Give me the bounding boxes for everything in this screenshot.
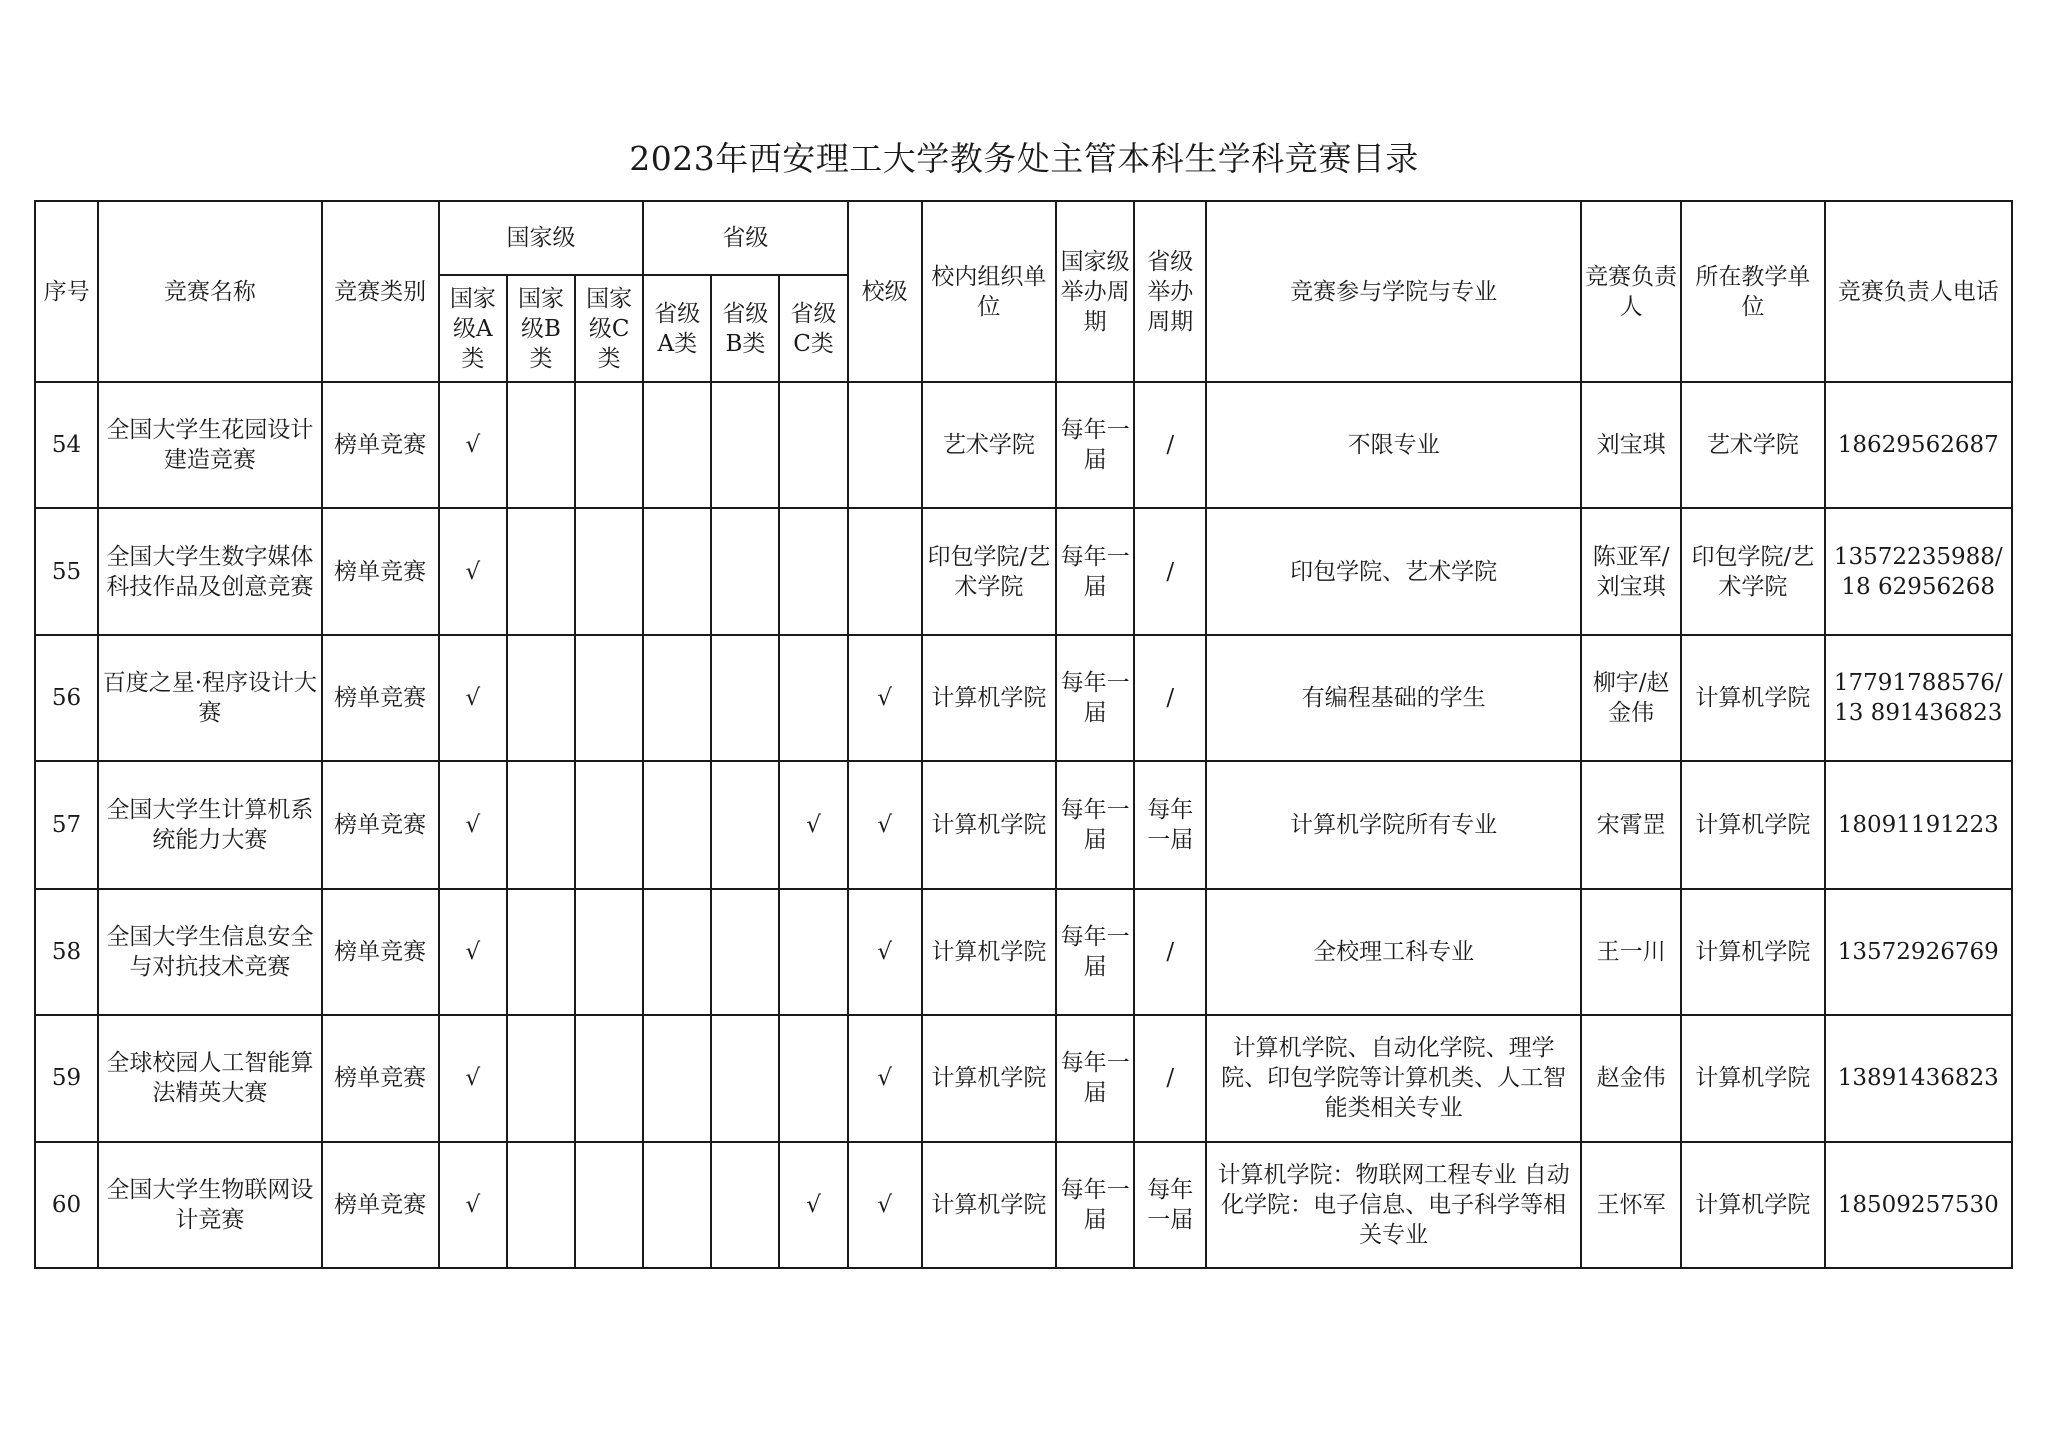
cell-national-a: √ xyxy=(439,1142,507,1268)
cell-teaching-unit: 计算机学院 xyxy=(1681,1015,1824,1142)
cell-school: √ xyxy=(848,761,922,888)
header-org-unit: 校内组织单位 xyxy=(922,201,1056,382)
header-category: 竞赛类别 xyxy=(322,201,439,382)
cell-national-a: √ xyxy=(439,889,507,1015)
cell-org-unit: 艺术学院 xyxy=(922,382,1056,508)
cell-provincial-c xyxy=(779,635,847,761)
cell-seq: 56 xyxy=(35,635,98,761)
cell-national-cycle: 每年一届 xyxy=(1056,508,1134,635)
cell-category: 榜单竞赛 xyxy=(322,761,439,888)
cell-school: √ xyxy=(848,1015,922,1142)
cell-national-cycle: 每年一届 xyxy=(1056,1015,1134,1142)
cell-national-b xyxy=(507,635,575,761)
header-national-a: 国家级A类 xyxy=(439,275,507,382)
cell-national-c xyxy=(575,382,643,508)
cell-provincial-cycle: 每年一届 xyxy=(1134,761,1206,888)
header-provincial-a: 省级A类 xyxy=(643,275,711,382)
cell-name: 百度之星·程序设计大赛 xyxy=(98,635,321,761)
cell-participants: 计算机学院：物联网工程专业 自动化学院：电子信息、电子科学等相关专业 xyxy=(1206,1142,1581,1268)
cell-national-a: √ xyxy=(439,761,507,888)
cell-seq: 58 xyxy=(35,889,98,1015)
header-leader: 竞赛负责人 xyxy=(1581,201,1681,382)
cell-provincial-c xyxy=(779,382,847,508)
cell-provincial-b xyxy=(711,1015,779,1142)
cell-national-b xyxy=(507,1015,575,1142)
cell-provincial-a xyxy=(643,508,711,635)
cell-provincial-cycle: / xyxy=(1134,889,1206,1015)
cell-school: √ xyxy=(848,635,922,761)
table-row xyxy=(35,761,2012,888)
table-row xyxy=(35,508,2012,635)
cell-provincial-cycle: / xyxy=(1134,508,1206,635)
cell-participants: 计算机学院所有专业 xyxy=(1206,761,1581,888)
cell-participants: 不限专业 xyxy=(1206,382,1581,508)
cell-provincial-a xyxy=(643,382,711,508)
table-row xyxy=(35,635,2012,761)
cell-national-cycle: 每年一届 xyxy=(1056,1142,1134,1268)
cell-school: √ xyxy=(848,1142,922,1268)
table-row xyxy=(35,382,2012,508)
cell-category: 榜单竞赛 xyxy=(322,382,439,508)
header-teaching-unit: 所在教学单位 xyxy=(1681,201,1824,382)
cell-provincial-cycle: / xyxy=(1134,635,1206,761)
cell-provincial-b xyxy=(711,635,779,761)
cell-national-cycle: 每年一届 xyxy=(1056,889,1134,1015)
cell-name: 全国大学生计算机系统能力大赛 xyxy=(98,761,321,888)
header-provincial-group: 省级 xyxy=(643,201,847,275)
cell-phone: 13572235988/18 62956268 xyxy=(1825,508,2013,635)
header-phone: 竞赛负责人电话 xyxy=(1825,201,2013,382)
cell-category: 榜单竞赛 xyxy=(322,1015,439,1142)
cell-phone: 18509257530 xyxy=(1825,1142,2013,1268)
cell-provincial-c xyxy=(779,1015,847,1142)
header-national-b: 国家级B类 xyxy=(507,275,575,382)
cell-phone: 13572926769 xyxy=(1825,889,2013,1015)
table-row xyxy=(35,889,2012,1015)
cell-phone: 17791788576/13 891436823 xyxy=(1825,635,2013,761)
cell-seq: 57 xyxy=(35,761,98,888)
header-name: 竞赛名称 xyxy=(98,201,321,382)
cell-national-b xyxy=(507,508,575,635)
cell-provincial-a xyxy=(643,635,711,761)
cell-school xyxy=(848,382,922,508)
header-seq: 序号 xyxy=(35,201,98,382)
cell-national-b xyxy=(507,889,575,1015)
cell-national-a: √ xyxy=(439,635,507,761)
competition-table xyxy=(34,200,2013,1269)
cell-teaching-unit: 计算机学院 xyxy=(1681,761,1824,888)
cell-teaching-unit: 计算机学院 xyxy=(1681,1142,1824,1268)
header-row-top xyxy=(35,201,2012,275)
cell-leader: 刘宝琪 xyxy=(1581,382,1681,508)
cell-name: 全球校园人工智能算法精英大赛 xyxy=(98,1015,321,1142)
header-national-c: 国家级C类 xyxy=(575,275,643,382)
cell-category: 榜单竞赛 xyxy=(322,1142,439,1268)
cell-seq: 55 xyxy=(35,508,98,635)
cell-national-a: √ xyxy=(439,1015,507,1142)
header-school: 校级 xyxy=(848,201,922,382)
cell-provincial-a xyxy=(643,889,711,1015)
cell-phone: 18091191223 xyxy=(1825,761,2013,888)
cell-participants: 计算机学院、自动化学院、理学院、印包学院等计算机类、人工智能类相关专业 xyxy=(1206,1015,1581,1142)
cell-leader: 赵金伟 xyxy=(1581,1015,1681,1142)
cell-leader: 王一川 xyxy=(1581,889,1681,1015)
cell-teaching-unit: 计算机学院 xyxy=(1681,635,1824,761)
header-participants: 竞赛参与学院与专业 xyxy=(1206,201,1581,382)
cell-national-cycle: 每年一届 xyxy=(1056,761,1134,888)
page-title: 2023年西安理工大学教务处主管本科生学科竞赛目录 xyxy=(629,139,1419,178)
cell-provincial-cycle: / xyxy=(1134,382,1206,508)
cell-national-b xyxy=(507,761,575,888)
cell-national-c xyxy=(575,889,643,1015)
cell-provincial-b xyxy=(711,508,779,635)
header-provincial-b: 省级B类 xyxy=(711,275,779,382)
cell-participants: 有编程基础的学生 xyxy=(1206,635,1581,761)
cell-provincial-cycle: 每年一届 xyxy=(1134,1142,1206,1268)
header-national-cycle: 国家级举办周期 xyxy=(1056,201,1134,382)
cell-national-cycle: 每年一届 xyxy=(1056,382,1134,508)
table-row xyxy=(35,1015,2012,1142)
cell-provincial-b xyxy=(711,1142,779,1268)
cell-provincial-c xyxy=(779,889,847,1015)
cell-national-b xyxy=(507,382,575,508)
cell-name: 全国大学生花园设计建造竞赛 xyxy=(98,382,321,508)
cell-teaching-unit: 艺术学院 xyxy=(1681,382,1824,508)
cell-provincial-a xyxy=(643,761,711,888)
cell-phone: 18629562687 xyxy=(1825,382,2013,508)
cell-national-c xyxy=(575,1142,643,1268)
cell-provincial-c xyxy=(779,508,847,635)
cell-leader: 王怀军 xyxy=(1581,1142,1681,1268)
cell-name: 全国大学生物联网设计竞赛 xyxy=(98,1142,321,1268)
cell-category: 榜单竞赛 xyxy=(322,635,439,761)
cell-name: 全国大学生数字媒体科技作品及创意竞赛 xyxy=(98,508,321,635)
cell-seq: 60 xyxy=(35,1142,98,1268)
header-provincial-c: 省级C类 xyxy=(779,275,847,382)
cell-provincial-b xyxy=(711,761,779,888)
cell-school: √ xyxy=(848,889,922,1015)
cell-participants: 全校理工科专业 xyxy=(1206,889,1581,1015)
cell-category: 榜单竞赛 xyxy=(322,889,439,1015)
cell-name: 全国大学生信息安全与对抗技术竞赛 xyxy=(98,889,321,1015)
cell-org-unit: 印包学院/艺术学院 xyxy=(922,508,1056,635)
cell-provincial-b xyxy=(711,889,779,1015)
cell-national-c xyxy=(575,635,643,761)
cell-org-unit: 计算机学院 xyxy=(922,1142,1056,1268)
cell-teaching-unit: 计算机学院 xyxy=(1681,889,1824,1015)
cell-provincial-a xyxy=(643,1015,711,1142)
cell-national-b xyxy=(507,1142,575,1268)
cell-school xyxy=(848,508,922,635)
cell-provincial-c: √ xyxy=(779,761,847,888)
cell-leader: 宋霄罡 xyxy=(1581,761,1681,888)
cell-org-unit: 计算机学院 xyxy=(922,889,1056,1015)
cell-org-unit: 计算机学院 xyxy=(922,635,1056,761)
cell-provincial-b xyxy=(711,382,779,508)
cell-national-a: √ xyxy=(439,382,507,508)
cell-provincial-cycle: / xyxy=(1134,1015,1206,1142)
cell-teaching-unit: 印包学院/艺术学院 xyxy=(1681,508,1824,635)
cell-provincial-c: √ xyxy=(779,1142,847,1268)
cell-provincial-a xyxy=(643,1142,711,1268)
cell-seq: 54 xyxy=(35,382,98,508)
cell-participants: 印包学院、艺术学院 xyxy=(1206,508,1581,635)
header-provincial-cycle: 省级举办周期 xyxy=(1134,201,1206,382)
cell-national-a: √ xyxy=(439,508,507,635)
cell-org-unit: 计算机学院 xyxy=(922,1015,1056,1142)
cell-seq: 59 xyxy=(35,1015,98,1142)
table-row xyxy=(35,1142,2012,1268)
cell-leader: 陈亚军/刘宝琪 xyxy=(1581,508,1681,635)
cell-national-c xyxy=(575,1015,643,1142)
cell-category: 榜单竞赛 xyxy=(322,508,439,635)
cell-national-c xyxy=(575,761,643,888)
cell-national-c xyxy=(575,508,643,635)
cell-org-unit: 计算机学院 xyxy=(922,761,1056,888)
header-national-group: 国家级 xyxy=(439,201,643,275)
cell-phone: 13891436823 xyxy=(1825,1015,2013,1142)
cell-leader: 柳宇/赵金伟 xyxy=(1581,635,1681,761)
cell-national-cycle: 每年一届 xyxy=(1056,635,1134,761)
